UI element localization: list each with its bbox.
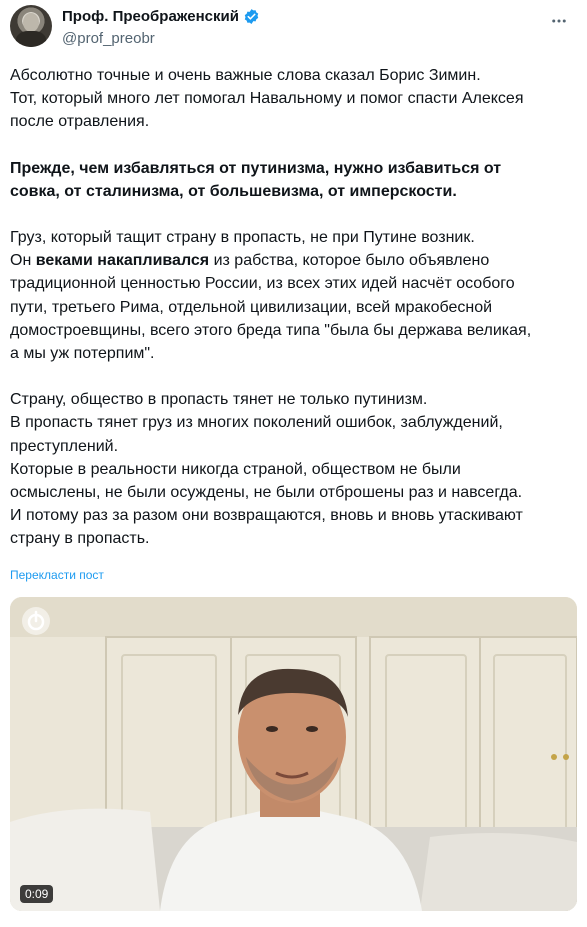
text-segment-bold: веками накапливался [35,252,210,270]
tweet-text [10,64,575,551]
text-line: Абсолютно точные и очень важные слова сказал Борис Зимин. [10,67,481,84]
text-segment: из рабства, которое было объявлено [209,252,490,270]
video-frame [10,597,577,911]
author-name-row [62,8,260,25]
text-line [10,249,575,272]
tweet-header [10,4,570,48]
avatar-body [16,31,46,47]
verified-badge-icon [243,8,260,25]
text-line: преступлений. [10,437,119,455]
text-line: И потому раз за разом они возвращаются, вновь и вновь утаскивают [10,507,523,525]
text-line: а мы уж потерпим". [10,345,155,363]
text-line: Груз, который тащит страну в пропасть, не при Путине возник. [10,229,475,247]
text-line: страну в пропасть. [10,530,150,548]
text-line: традиционной ценностью России, из всех этих идей насчёт особого [10,275,515,293]
author-handle[interactable]: @prof_preobr [62,30,155,47]
text-line: Которые в реальности никогда страной, обществом не были [10,460,461,478]
text-line: осмыслены, не были осуждены, не были отброшены раз и навсегда. [10,484,523,502]
text-line: после отравления. [10,113,150,131]
text-line-bold: совка, от сталинизма, от большевизма, от имперскости. [10,182,457,200]
more-horizontal-icon[interactable] [548,10,570,32]
author-avatar[interactable] [10,5,52,47]
text-segment: Он [10,252,36,270]
translate-post-link[interactable]: Перекласти пост [10,568,104,582]
power-logo-icon [22,607,50,635]
video-player[interactable] [10,597,577,911]
text-line: Тот, который много лет помогал Навальному и помог спасти Алексея [10,90,524,108]
avatar-face [23,13,39,32]
text-line: пути, третьего Рима, отдельной цивилизации, всей мракобесной [10,298,493,316]
author-name[interactable]: Проф. Преображенский [62,8,239,25]
text-line-bold: Прежде, чем избавляться от путинизма, нужно избавиться от [10,159,502,177]
video-timestamp: 0:09 [20,885,53,903]
text-line: В пропасть тянет груз из многих поколений ошибок, заблуждений, [10,414,503,432]
text-line: Страну, общество в пропасть тянет не только путинизм. [10,391,428,409]
text-line: домостроевщины, всего этого бреда типа "была бы держава великая, [10,321,532,339]
